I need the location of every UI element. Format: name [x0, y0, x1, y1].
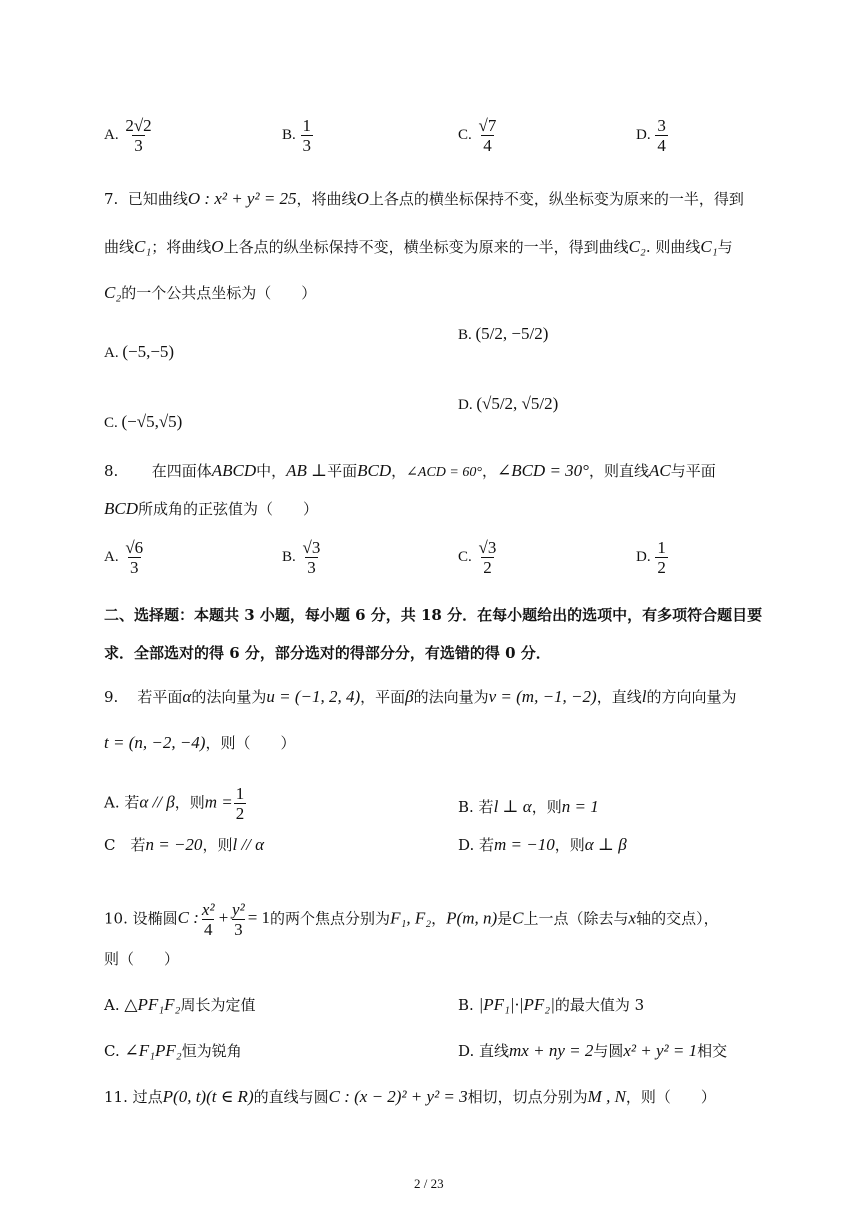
math-point: P(m, n)	[446, 908, 498, 928]
text: 与	[717, 238, 733, 256]
math-angle: ∠BCD = 30°	[496, 461, 589, 480]
math-result: α ⊥ β	[584, 835, 627, 854]
option-label: C.	[458, 126, 472, 143]
math-symbol: C₁	[700, 237, 718, 256]
math-symbol: C₂	[104, 283, 122, 302]
math-result: l // α	[232, 835, 265, 854]
page-number: 2 / 23	[414, 1176, 444, 1191]
text: . 则曲线	[645, 238, 701, 256]
q9-option-b	[458, 796, 599, 817]
numerator: 1	[235, 784, 245, 803]
text: 过点	[132, 1088, 163, 1106]
q6-option-d	[636, 116, 669, 155]
math-vector: u = (−1, 2, 4)	[266, 687, 361, 706]
option-label: C.	[458, 548, 472, 565]
math-symbol: C	[512, 908, 524, 928]
text: 若平面	[137, 688, 183, 706]
text: ，	[481, 462, 497, 480]
text: 设椭圆	[132, 909, 178, 928]
option-label: C 若	[104, 836, 146, 854]
math-triangle: △PF₁F₂	[124, 995, 181, 1014]
math-condition: n = −20	[145, 835, 203, 854]
q9-line-2	[104, 732, 295, 753]
section-2-heading-line-1: 二、选择题：本题共 3 小题，每小题 6 分，共 18 分．在每小题给出的选项中，有多项符合题目要	[104, 606, 763, 624]
option-label: A.	[104, 126, 119, 143]
text: ，平面	[360, 688, 406, 706]
numerator: √7	[478, 116, 497, 135]
q7-option-b	[458, 324, 548, 344]
math-circle: C : (x − 2)² + y² = 3	[328, 1087, 468, 1106]
math-symbol: C₂	[628, 237, 646, 256]
fraction	[655, 538, 668, 577]
math-value: (−√5,√5)	[121, 412, 183, 431]
text: ，则（ ）	[205, 734, 296, 752]
denominator: 4	[483, 136, 492, 155]
option-label: D. 若	[458, 836, 495, 854]
text: 的法向量为	[191, 688, 267, 706]
math-condition: m = −10	[494, 835, 555, 854]
fraction	[301, 538, 323, 577]
option-label: B. 若	[458, 798, 494, 816]
text: 中，	[256, 462, 287, 480]
option-label: D.	[458, 397, 473, 413]
q10-line-1	[104, 900, 719, 939]
option-label: D. 直线	[458, 1042, 510, 1060]
text: 与圆	[593, 1042, 624, 1060]
q11-line-1	[104, 1086, 716, 1107]
option-label: B.	[282, 548, 296, 565]
text: 上各点的纵坐标保持不变，横坐标变为原来的一半，得到曲线	[223, 238, 629, 256]
q8-option-d	[636, 538, 669, 577]
numerator: 2√2	[125, 116, 152, 135]
q7-line-2	[104, 236, 733, 257]
option-label: C.	[104, 415, 118, 431]
q10-option-d	[458, 1040, 727, 1061]
q10-line-2: 则（ ）	[104, 950, 180, 968]
math-symbol: β	[405, 687, 414, 706]
q7-line-3	[104, 282, 316, 303]
math-line: mx + ny = 2	[509, 1041, 594, 1060]
question-number: 7.	[104, 190, 119, 208]
text: ，将曲线	[296, 190, 357, 208]
fraction	[301, 116, 314, 155]
denominator: 2	[235, 804, 245, 823]
text: ，则	[554, 836, 585, 854]
q7-option-c	[104, 412, 182, 432]
text: 的一个公共点坐标为（ ）	[121, 284, 317, 302]
math-symbol: O	[211, 237, 224, 256]
numerator: 1	[657, 538, 666, 557]
fraction	[477, 116, 499, 155]
math-value: (−5,−5)	[122, 342, 175, 361]
math-condition: l ⊥ α	[493, 797, 532, 816]
math-symbol: F₁, F₂	[390, 908, 432, 928]
q8-option-b	[282, 538, 323, 577]
q7-option-d	[458, 394, 558, 414]
text: ，则	[174, 793, 205, 812]
numerator: √3	[302, 538, 321, 557]
math-value: (5/2, −5/2)	[475, 324, 549, 343]
math-circle: x² + y² = 1	[623, 1041, 698, 1060]
question-number: 9.	[104, 688, 119, 706]
math-symbol: O	[356, 189, 369, 208]
math-angle: ∠ACD = 60°	[406, 465, 482, 480]
fraction	[123, 116, 153, 155]
denominator: 2	[657, 558, 666, 577]
q9-option-a	[104, 784, 247, 823]
text: ，则	[202, 836, 233, 854]
text: 相切，切点分别为	[467, 1088, 588, 1106]
math-value: (√5/2, √5/2)	[476, 394, 559, 413]
math-symbol: BCD	[104, 499, 138, 518]
math-symbol: AC	[649, 461, 671, 480]
fraction	[477, 538, 499, 577]
text: 曲线	[104, 238, 135, 256]
numerator: 3	[657, 116, 666, 135]
text: ，	[431, 909, 447, 928]
text: 是	[497, 909, 513, 928]
option-label: B.	[458, 327, 472, 343]
math-vector: t = (n, −2, −4)	[104, 733, 206, 752]
text: 的两个焦点分别为	[270, 909, 391, 928]
text: 的直线与圆	[253, 1088, 329, 1106]
math-condition: α // β	[139, 792, 175, 812]
text: ，则（ ）	[625, 1088, 716, 1106]
text: 的法向量为	[413, 688, 489, 706]
fraction	[655, 116, 668, 155]
question-number: 10.	[104, 909, 128, 928]
math-equation: O : x² + y² = 25	[187, 189, 297, 208]
option-label: B.	[458, 996, 474, 1014]
math-symbol: M , N	[587, 1087, 626, 1106]
q8-line-2	[104, 498, 318, 519]
numerator: √6	[125, 538, 144, 557]
text: 平面	[327, 462, 358, 480]
q6-option-a	[104, 116, 155, 155]
math-symbol: AB ⊥	[286, 461, 328, 480]
q9-option-d	[458, 834, 627, 855]
text: 已知曲线	[127, 190, 188, 208]
q10-option-a	[104, 994, 255, 1015]
text: 的方向向量为	[646, 688, 737, 706]
math-vector: v = (m, −1, −2)	[488, 687, 597, 706]
text: 的最大值为 3	[554, 996, 645, 1014]
math-result: m =	[204, 792, 233, 812]
text: 所成角的正弦值为（ ）	[138, 500, 319, 518]
section-2-heading-line-2: 求．全部选对的得 6 分，部分选对的得部分分，有选错的得 0 分．	[104, 644, 551, 662]
q8-option-a	[104, 538, 146, 577]
option-label: B.	[282, 126, 296, 143]
q8-line-1	[104, 460, 716, 481]
math-symbol: ABCD	[211, 461, 257, 480]
question-number: 8.	[104, 462, 119, 480]
question-number: 11.	[104, 1088, 128, 1106]
q10-option-b	[458, 994, 644, 1015]
option-label: A.	[104, 996, 120, 1014]
ellipse-equation: C : $\frac{\text{x²}}{4}$ + $\frac{\text{y²}}{3}$ = 1	[177, 900, 271, 939]
denominator: 4	[657, 136, 666, 155]
text: 与平面	[670, 462, 716, 480]
math-expression: |PF₁|·|PF₂|	[478, 995, 555, 1014]
q8-option-c	[458, 538, 499, 577]
text: 上一点（除去与	[523, 909, 629, 928]
q7-line-1	[104, 188, 744, 209]
denominator: 3	[307, 558, 316, 577]
q6-option-c	[458, 116, 499, 155]
text: ，直线	[596, 688, 642, 706]
q9-option-c	[104, 834, 264, 855]
q6-option-b	[282, 116, 314, 155]
math-symbol: l	[641, 687, 647, 706]
option-label: D.	[636, 548, 651, 565]
text: 在四面体	[151, 462, 212, 480]
q10-option-c	[104, 1040, 242, 1061]
option-label: A.	[104, 345, 119, 361]
text: ，则	[531, 798, 562, 816]
q9-line-1	[104, 686, 736, 707]
q7-option-a	[104, 342, 174, 362]
numerator: 1	[302, 116, 312, 135]
denominator: 2	[483, 558, 492, 577]
math-result: n = 1	[561, 797, 599, 816]
math-point: P(0, t)(t ∈ R)	[162, 1087, 254, 1106]
math-symbol: BCD	[357, 461, 392, 480]
text: 恒为锐角	[181, 1042, 242, 1060]
text: 轴的交点），	[636, 909, 719, 928]
text: 上各点的横坐标保持不变，纵坐标变为原来的一半，得到	[368, 190, 744, 208]
math-symbol: x	[628, 908, 637, 928]
text: ，则直线	[588, 462, 649, 480]
text: 相交	[697, 1042, 728, 1060]
text: 周长为定值	[180, 996, 256, 1014]
fraction	[123, 538, 145, 577]
math-angle: ∠F₁PF₂	[124, 1041, 182, 1060]
text: ，	[391, 462, 407, 480]
numerator: √3	[478, 538, 497, 557]
denominator: 3	[134, 136, 143, 155]
option-label: A.	[104, 548, 119, 565]
text: ；将曲线	[151, 238, 212, 256]
math-symbol: α	[182, 687, 192, 706]
fraction	[234, 784, 247, 823]
math-symbol: C₁	[134, 237, 152, 256]
option-label: D.	[636, 126, 651, 143]
option-label: A. 若	[104, 793, 140, 812]
denominator: 3	[130, 558, 139, 577]
option-label: C.	[104, 1042, 120, 1060]
denominator: 3	[302, 136, 312, 155]
